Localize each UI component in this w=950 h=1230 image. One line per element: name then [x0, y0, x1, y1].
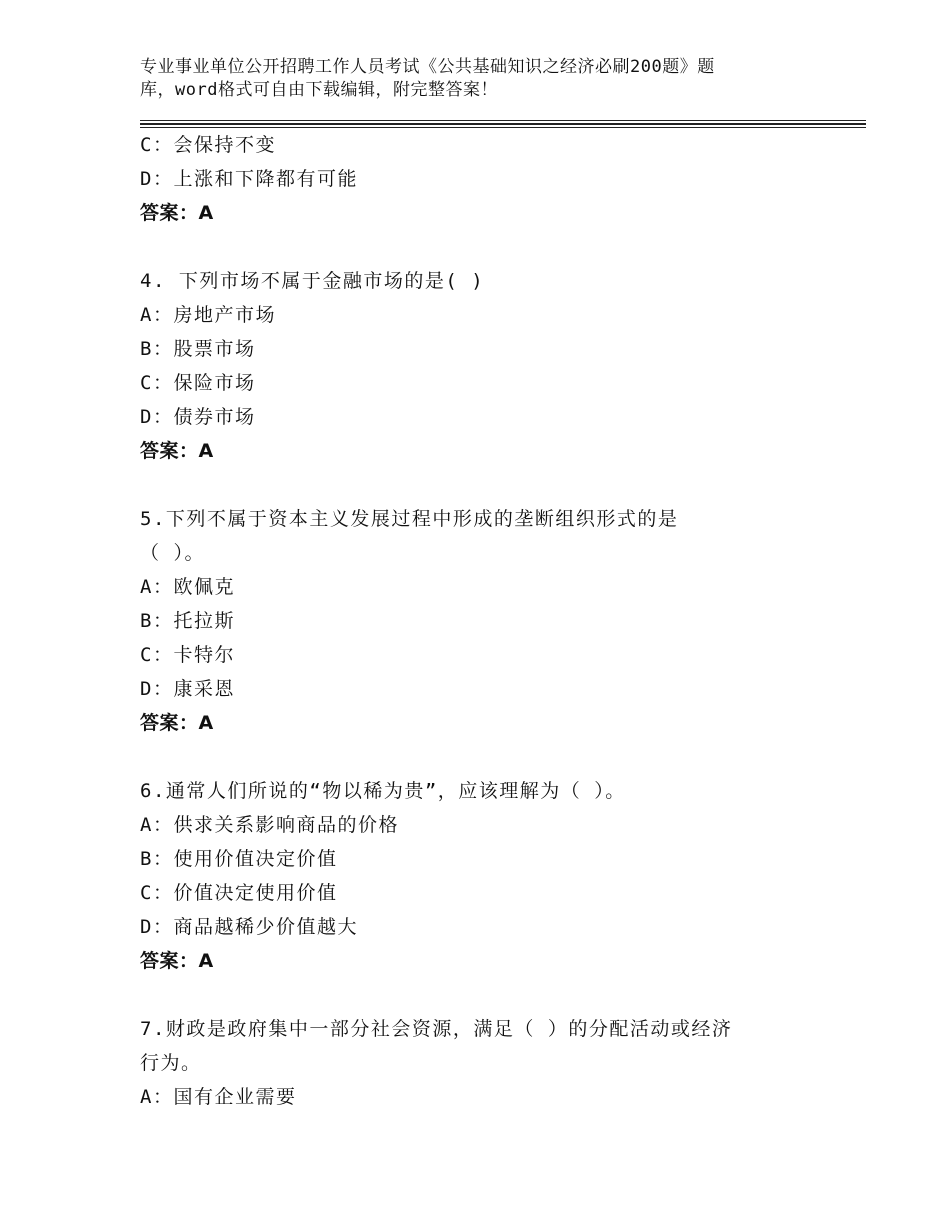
question-text: 6.通常人们所说的“物以稀为贵”，应该理解为（ ）。 [140, 780, 626, 802]
header-line-1: 专业事业单位公开招聘工作人员考试《公共基础知识之经济必刷200题》题 [140, 57, 715, 77]
spacer [140, 978, 840, 1012]
question-text-continued: （ ）。 [140, 542, 205, 564]
question-text: 7.财政是政府集中一部分社会资源，满足（ ）的分配活动或经济 [140, 1018, 733, 1040]
option-a: A：欧佩克 [140, 576, 235, 598]
answer-label: 答案：A [140, 712, 214, 734]
option-b: B：托拉斯 [140, 610, 235, 632]
question-block-4 [140, 264, 840, 468]
spacer [140, 230, 840, 264]
option-b: B：股票市场 [140, 338, 256, 360]
option-c: C：会保持不变 [140, 134, 276, 156]
answer-label: 答案：A [140, 202, 214, 224]
option-d: D：上涨和下降都有可能 [140, 168, 358, 190]
option-b: B：使用价值决定价值 [140, 848, 338, 870]
option-a: A：房地产市场 [140, 304, 276, 326]
question-block-6 [140, 774, 840, 978]
option-c: C：保险市场 [140, 372, 256, 394]
question-block-5 [140, 502, 840, 740]
document-header [140, 56, 780, 102]
option-d: D：债券市场 [140, 406, 256, 428]
header-divider [140, 120, 866, 121]
question-block-7 [140, 1012, 840, 1114]
option-a: A：国有企业需要 [140, 1086, 297, 1108]
header-divider [140, 123, 866, 125]
option-c: C：价值决定使用价值 [140, 882, 338, 904]
question-text: 5.下列不属于资本主义发展过程中形成的垄断组织形式的是 [140, 508, 679, 530]
question-text-continued: 行为。 [140, 1052, 202, 1074]
spacer [140, 468, 840, 502]
answer-label: 答案：A [140, 440, 214, 462]
question-list [140, 128, 840, 1114]
question-block-3 [140, 128, 840, 230]
header-line-2: 库，word格式可自由下载编辑，附完整答案！ [140, 80, 498, 100]
option-d: D：康采恩 [140, 678, 235, 700]
spacer [140, 740, 840, 774]
question-text: 4. 下列市场不属于金融市场的是( ) [140, 270, 485, 292]
answer-label: 答案：A [140, 950, 214, 972]
option-a: A：供求关系影响商品的价格 [140, 814, 399, 836]
option-c: C：卡特尔 [140, 644, 235, 666]
option-d: D：商品越稀少价值越大 [140, 916, 358, 938]
